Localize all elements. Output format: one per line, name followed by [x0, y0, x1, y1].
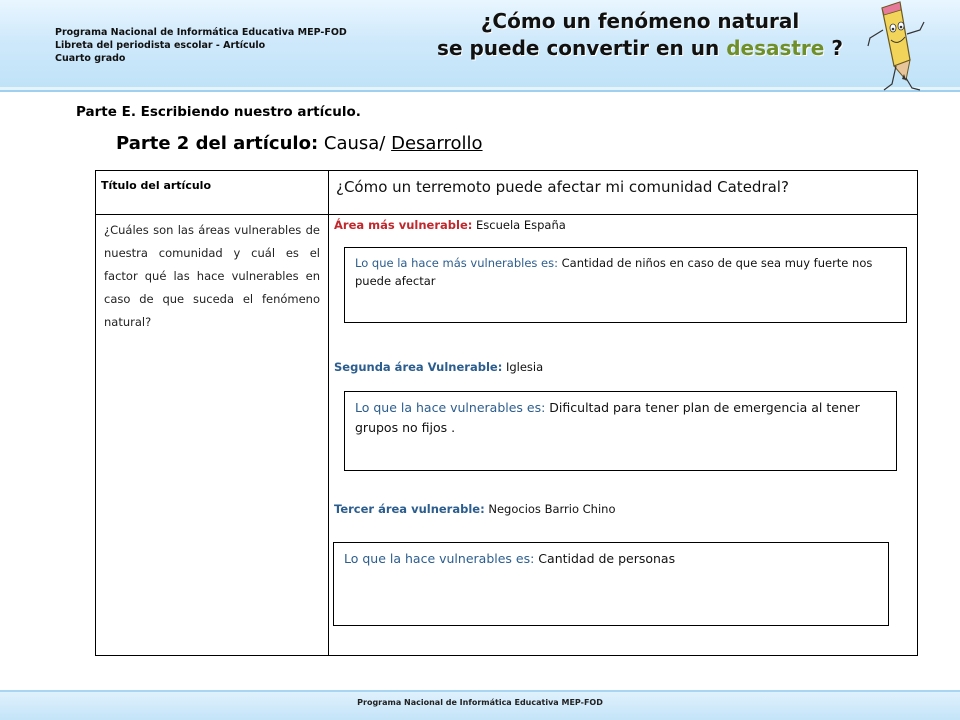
section-subtitle — [116, 133, 483, 154]
footer-band — [0, 690, 960, 720]
subtitle-underlined: Desarrollo — [391, 133, 483, 154]
notebook-name: Libreta del periodista escolar - Artículo — [55, 40, 266, 51]
area-1-label — [334, 218, 566, 232]
header-band — [0, 0, 960, 92]
area-3-reason-lead: Lo que la hace vulnerables es: — [344, 551, 535, 566]
subtitle-mid: Causa/ — [318, 133, 392, 154]
page-title — [420, 8, 860, 62]
section-heading: Parte E. Escribiendo nuestro artículo. — [76, 104, 361, 120]
area-1-reason-text: Cantidad de niños en caso de que sea muy fuerte nos puede afectar — [355, 256, 873, 288]
article-title-value: ¿Cómo un terremoto puede afectar mi comunidad Catedral? — [336, 178, 789, 196]
area-2-reason-box — [344, 391, 897, 471]
program-name: Programa Nacional de Informática Educativa MEP-FOD — [55, 27, 347, 38]
subtitle-lead: Parte 2 del artículo: — [116, 133, 319, 154]
title-line-2 — [420, 35, 860, 62]
area-3-reason-text: Cantidad de personas — [534, 551, 676, 566]
area-1-label-text: Área más vulnerable: — [334, 218, 473, 232]
area-2-reason-lead: Lo que la hace vulnerables es: — [355, 400, 546, 415]
area-2-label-text: Segunda área Vulnerable: — [334, 360, 503, 374]
title-accent-word: desastre — [726, 36, 825, 60]
area-3-reason-box — [333, 542, 889, 626]
area-1-reason-lead: Lo que la hace más vulnerables es: — [355, 256, 558, 270]
area-1-value: Escuela España — [472, 218, 566, 232]
title-line-2-prefix: se puede convertir en un — [437, 36, 727, 60]
pencil-mascot-icon — [860, 0, 930, 96]
vulnerability-question: ¿Cuáles son las áreas vulnerables de nuestra comunidad y cuál es el factor qué las hace vulnerables en caso de que suceda el fenómeno natural? — [104, 223, 320, 329]
header-meta — [55, 26, 347, 65]
area-2-value: Iglesia — [502, 360, 544, 374]
area-3-label — [334, 502, 616, 516]
table-column-divider — [328, 171, 329, 655]
grade-level: Cuarto grado — [55, 53, 126, 64]
footer-text: Programa Nacional de Informática Educativa MEP-FOD — [357, 698, 603, 707]
area-2-label — [334, 360, 543, 374]
area-3-value: Negocios Barrio Chino — [484, 502, 616, 516]
article-title-label: Título del artículo — [101, 179, 212, 192]
area-2-reason-text: Dificultad para tener plan de emergencia al tener grupos no fijos . — [355, 400, 860, 435]
title-line-2-suffix: ? — [824, 36, 843, 60]
title-line-1: ¿Cómo un fenómeno natural — [480, 9, 800, 33]
area-1-reason-box — [344, 247, 907, 323]
area-3-label-text: Tercer área vulnerable: — [334, 502, 485, 516]
article-table — [95, 170, 918, 656]
table-row-divider — [96, 214, 917, 215]
